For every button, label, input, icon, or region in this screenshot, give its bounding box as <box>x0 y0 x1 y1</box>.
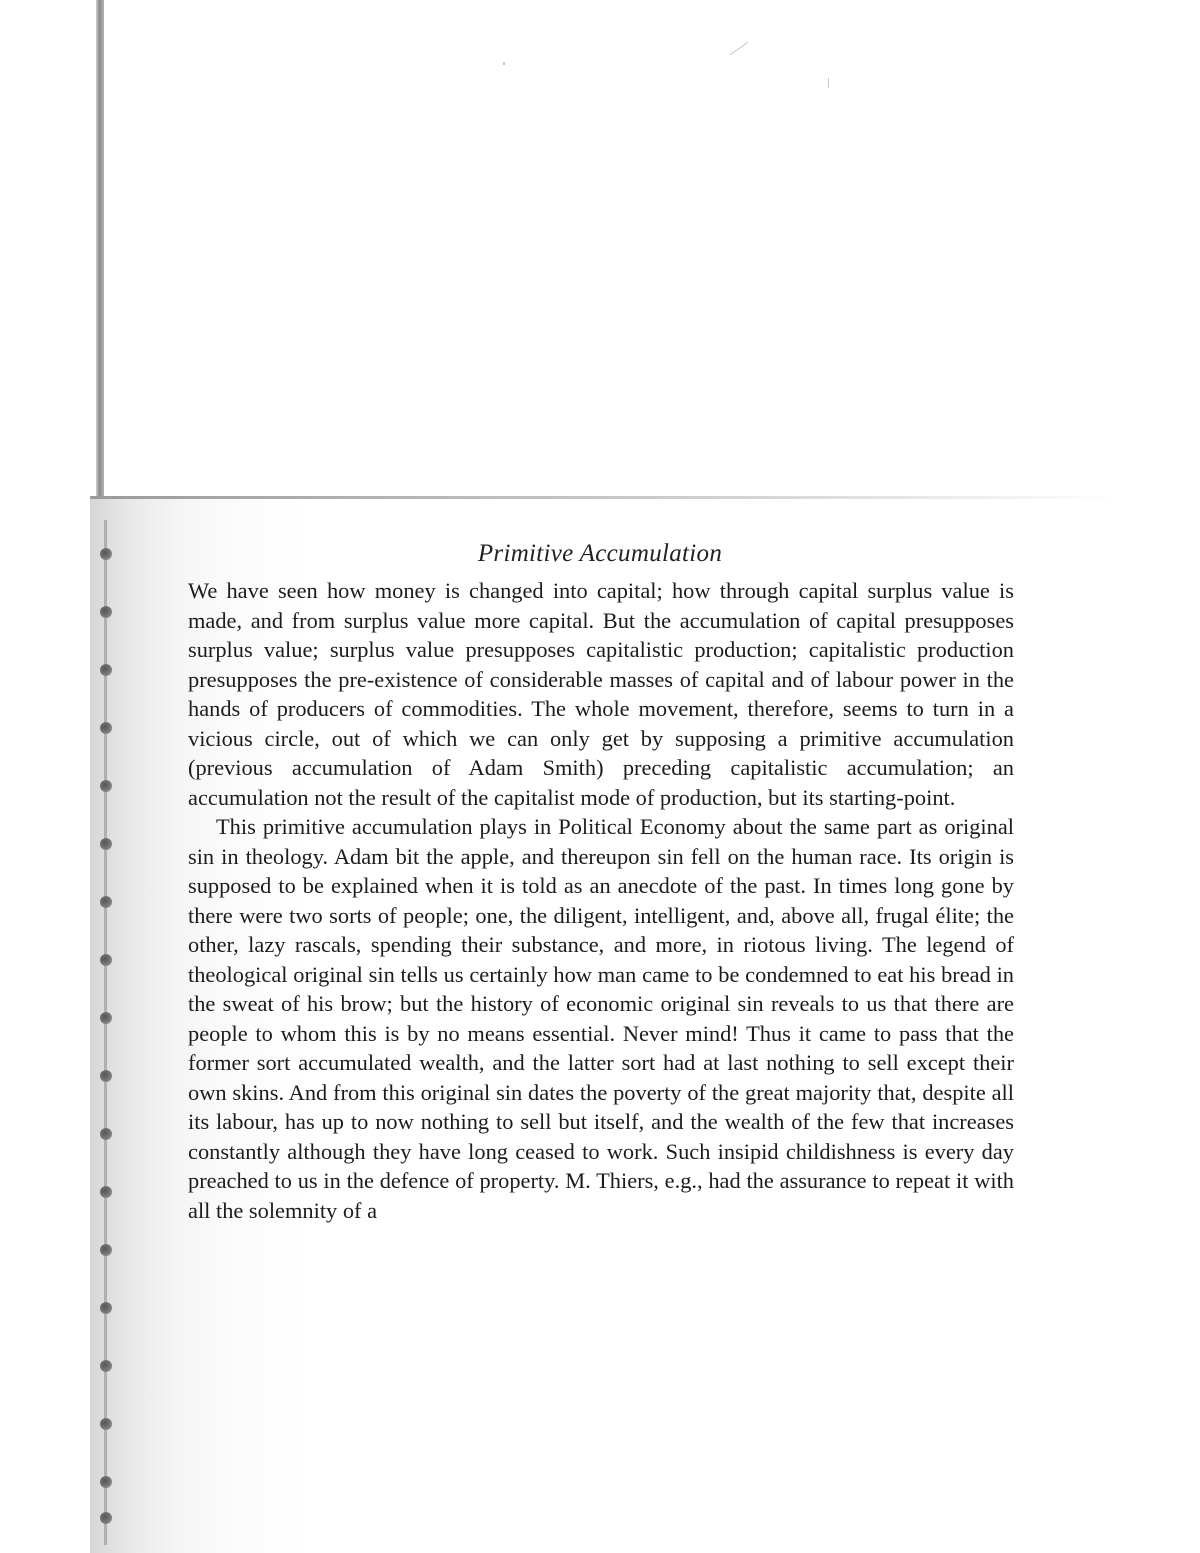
scan-speck <box>828 78 829 88</box>
paragraph-2: This primitive accumulation plays in Political Economy about the same part as original sin in theology. Adam bit the apple, and thereupon sin fell on the human race. Its origin is supposed to be explained when it is told as an anecdote of the past. In times long gone by there were two sorts of people; one, the diligent, intelligent, and, above all, frugal élite; the other, lazy rascals, spending their substance, and more, in riotous living. The legend of theological original sin tells us certainly how man came to be condemned to eat his bread in the sweat of his brow; but the history of economic original sin reveals to us that there are people to whom this is by no means essential. Never mind! Thus it came to pass that the former sort accumulated wealth, and the latter sort had at last nothing to sell except their own skins. And from this original sin dates the poverty of the great majority that, despite all its labour, has up to now nothing to sell but itself, and the wealth of the few that increases constantly although they have long ceased to work. Such insipid childishness is every day preached to us in the defence of property. M. Thiers, e.g., had the assurance to repeat it with all the solemnity of a <box>188 814 1014 1223</box>
binding-hole <box>100 1512 112 1524</box>
binding-hole <box>100 1418 112 1430</box>
binding-hole <box>100 1012 112 1024</box>
binding-hole <box>100 1128 112 1140</box>
binding-hole <box>100 606 112 618</box>
chapter-title: Primitive Accumulation <box>477 540 723 567</box>
binding-holes <box>100 540 122 1540</box>
scan-top-edge <box>90 496 1120 499</box>
paragraph-1: We have seen how money is changed into capital; how through capital surplus value is made, and from surplus value more capital. But the accumulation of capital presupposes surplus value; surplus value presupposes capitalistic production; capitalistic production presupposes the pre-existence of considerable masses of capital and of labour power in the hands of producers of commodities. The whole movement, therefore, seems to turn in a vicious circle, out of which we can only get by supposing a primitive accumulation (previous accumulation of Adam Smith) preceding capitalistic accumulation; an accumulation not the result of the capitalist mode of production, but its starting-point. <box>188 578 1014 810</box>
binding-hole <box>100 722 112 734</box>
binding-hole <box>100 838 112 850</box>
binding-hole <box>100 780 112 792</box>
binding-hole <box>100 896 112 908</box>
scan-speck <box>730 42 749 55</box>
binding-hole <box>100 1476 112 1488</box>
binding-hole <box>100 664 112 676</box>
binding-edge <box>96 0 104 500</box>
binding-hole <box>100 1360 112 1372</box>
body-text <box>188 576 1014 1225</box>
binding-hole <box>100 954 112 966</box>
binding-hole <box>100 1244 112 1256</box>
binding-hole <box>100 1302 112 1314</box>
scan-speck <box>503 62 505 65</box>
binding-hole <box>100 1186 112 1198</box>
binding-hole <box>100 1070 112 1082</box>
